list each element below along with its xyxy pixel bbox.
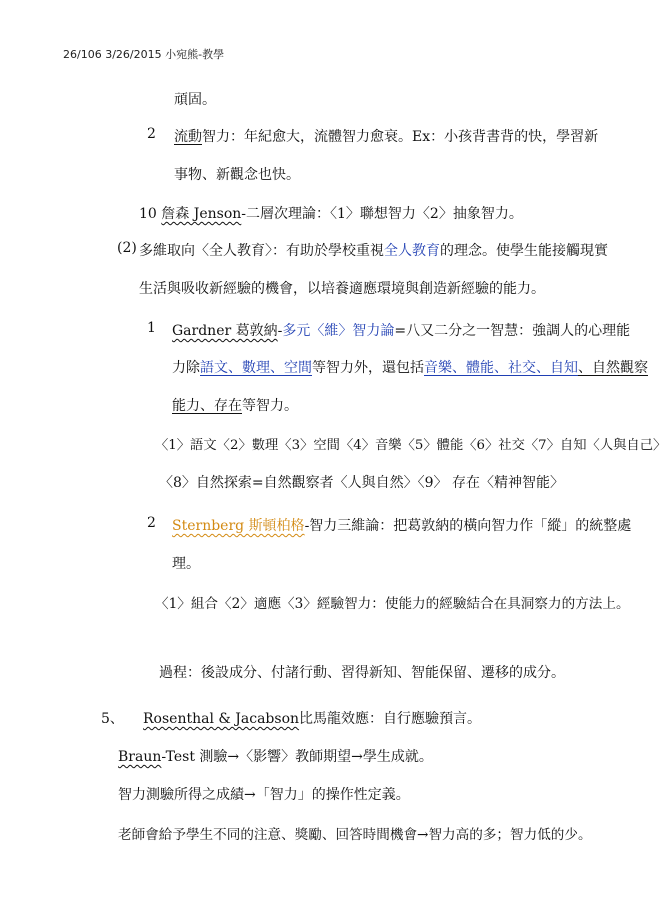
text-line-14: 〈1〉組合〈2〉適應〈3〉經驗智力：使能力的經驗結合在具洞察力的方法上。 bbox=[155, 596, 630, 612]
text-line-18: 智力測驗所得之成績→「智力」的操作性定義。 bbox=[118, 787, 410, 803]
highlight-holistic: 全人教育 bbox=[384, 243, 440, 259]
text-line-8 bbox=[172, 357, 648, 377]
text-line-10: 〈1〉語文〈2〉數理〈3〉空間〈4〉音樂〈5〉體能〈6〉社交〈7〉自知〈人與自己〉 bbox=[155, 438, 666, 453]
highlight-intelligences-1: 語文、數理、空間 bbox=[200, 360, 312, 376]
item-number: 2 bbox=[147, 126, 156, 142]
text-line-13: 理。 bbox=[172, 556, 200, 572]
name-gardner: Gardner 葛敦納 bbox=[172, 323, 278, 339]
highlight-intelligences-4: 能力、存在 bbox=[172, 398, 242, 414]
text-span: 多維取向〈全人教育〉：有助於學校重視 bbox=[139, 243, 384, 259]
theory-multiple: 多元〈維〉智力論 bbox=[282, 323, 395, 339]
text-line-19: 老師會給予學生不同的注意、獎勵、回答時間機會→智力高的多；智力低的少。 bbox=[118, 827, 592, 843]
text-span: 比馬龍效應：自行應驗預言。 bbox=[299, 711, 482, 727]
item-number: 1 bbox=[147, 320, 156, 336]
text-line-7 bbox=[172, 320, 630, 340]
page-header: 26/106 3/26/2015 小宛熊-教學 bbox=[63, 48, 225, 61]
section-number: (2) bbox=[117, 240, 137, 256]
text-line-12 bbox=[172, 515, 631, 535]
text-line-11: 〈8〉自然探索=自然觀察者〈人與自然〉〈9〉 存在〈精神智能〉 bbox=[159, 475, 564, 491]
text-span: 等智力。 bbox=[242, 398, 298, 414]
item-number: 2 bbox=[147, 515, 156, 531]
text-span: 的理念。使學生能接觸現實 bbox=[440, 243, 608, 259]
text-line-16 bbox=[143, 708, 481, 728]
text-span: 力除 bbox=[172, 360, 200, 376]
name-sternberg: Sternberg 斯頓柏格 bbox=[172, 518, 305, 534]
text-span: - bbox=[277, 323, 283, 339]
text-line-4 bbox=[139, 203, 523, 223]
name-jenson: 詹森 Jenson bbox=[161, 206, 242, 222]
name-rosenthal: Rosenthal & Jacabson bbox=[143, 711, 300, 727]
text-span: 智力：年紀愈大，流體智力愈衰。Ex：小孩背書背的快，學習新 bbox=[202, 129, 599, 145]
text-line-2 bbox=[174, 126, 598, 146]
text-line-6: 生活與吸收新經驗的機會，以培養適應環境與創造新經驗的能力。 bbox=[139, 281, 545, 297]
text-line-17 bbox=[118, 746, 433, 766]
text-line-9 bbox=[172, 395, 298, 415]
text-line-15: 過程：後設成分、付諸行動、習得新知、智能保留、遷移的成分。 bbox=[159, 665, 565, 681]
text-span: 等智力外，還包括 bbox=[312, 360, 424, 376]
text-span: -Test 測驗→〈影響〉教師期望→學生成就。 bbox=[161, 749, 433, 765]
name-braun: Braun bbox=[118, 749, 162, 765]
item-number: 10 bbox=[139, 206, 157, 222]
term-fluid: 流動 bbox=[174, 129, 202, 145]
text-span: -二層次理論：〈1〉聯想智力〈2〉抽象智力。 bbox=[241, 206, 523, 222]
section-number: 5、 bbox=[101, 711, 124, 727]
text-span: =八又二分之一智慧：強調人的心理能 bbox=[394, 323, 631, 339]
highlight-intelligences-3: 、自然觀察 bbox=[578, 360, 648, 376]
text-line-3: 事物、新觀念也快。 bbox=[174, 167, 300, 183]
text-span: -智力三維論：把葛敦納的橫向智力作「縱」的統整處 bbox=[304, 518, 632, 534]
text-line-1: 頑固。 bbox=[174, 92, 216, 108]
highlight-intelligences-2: 音樂、體能、社交、自知 bbox=[424, 360, 578, 376]
text-line-5 bbox=[139, 240, 608, 260]
